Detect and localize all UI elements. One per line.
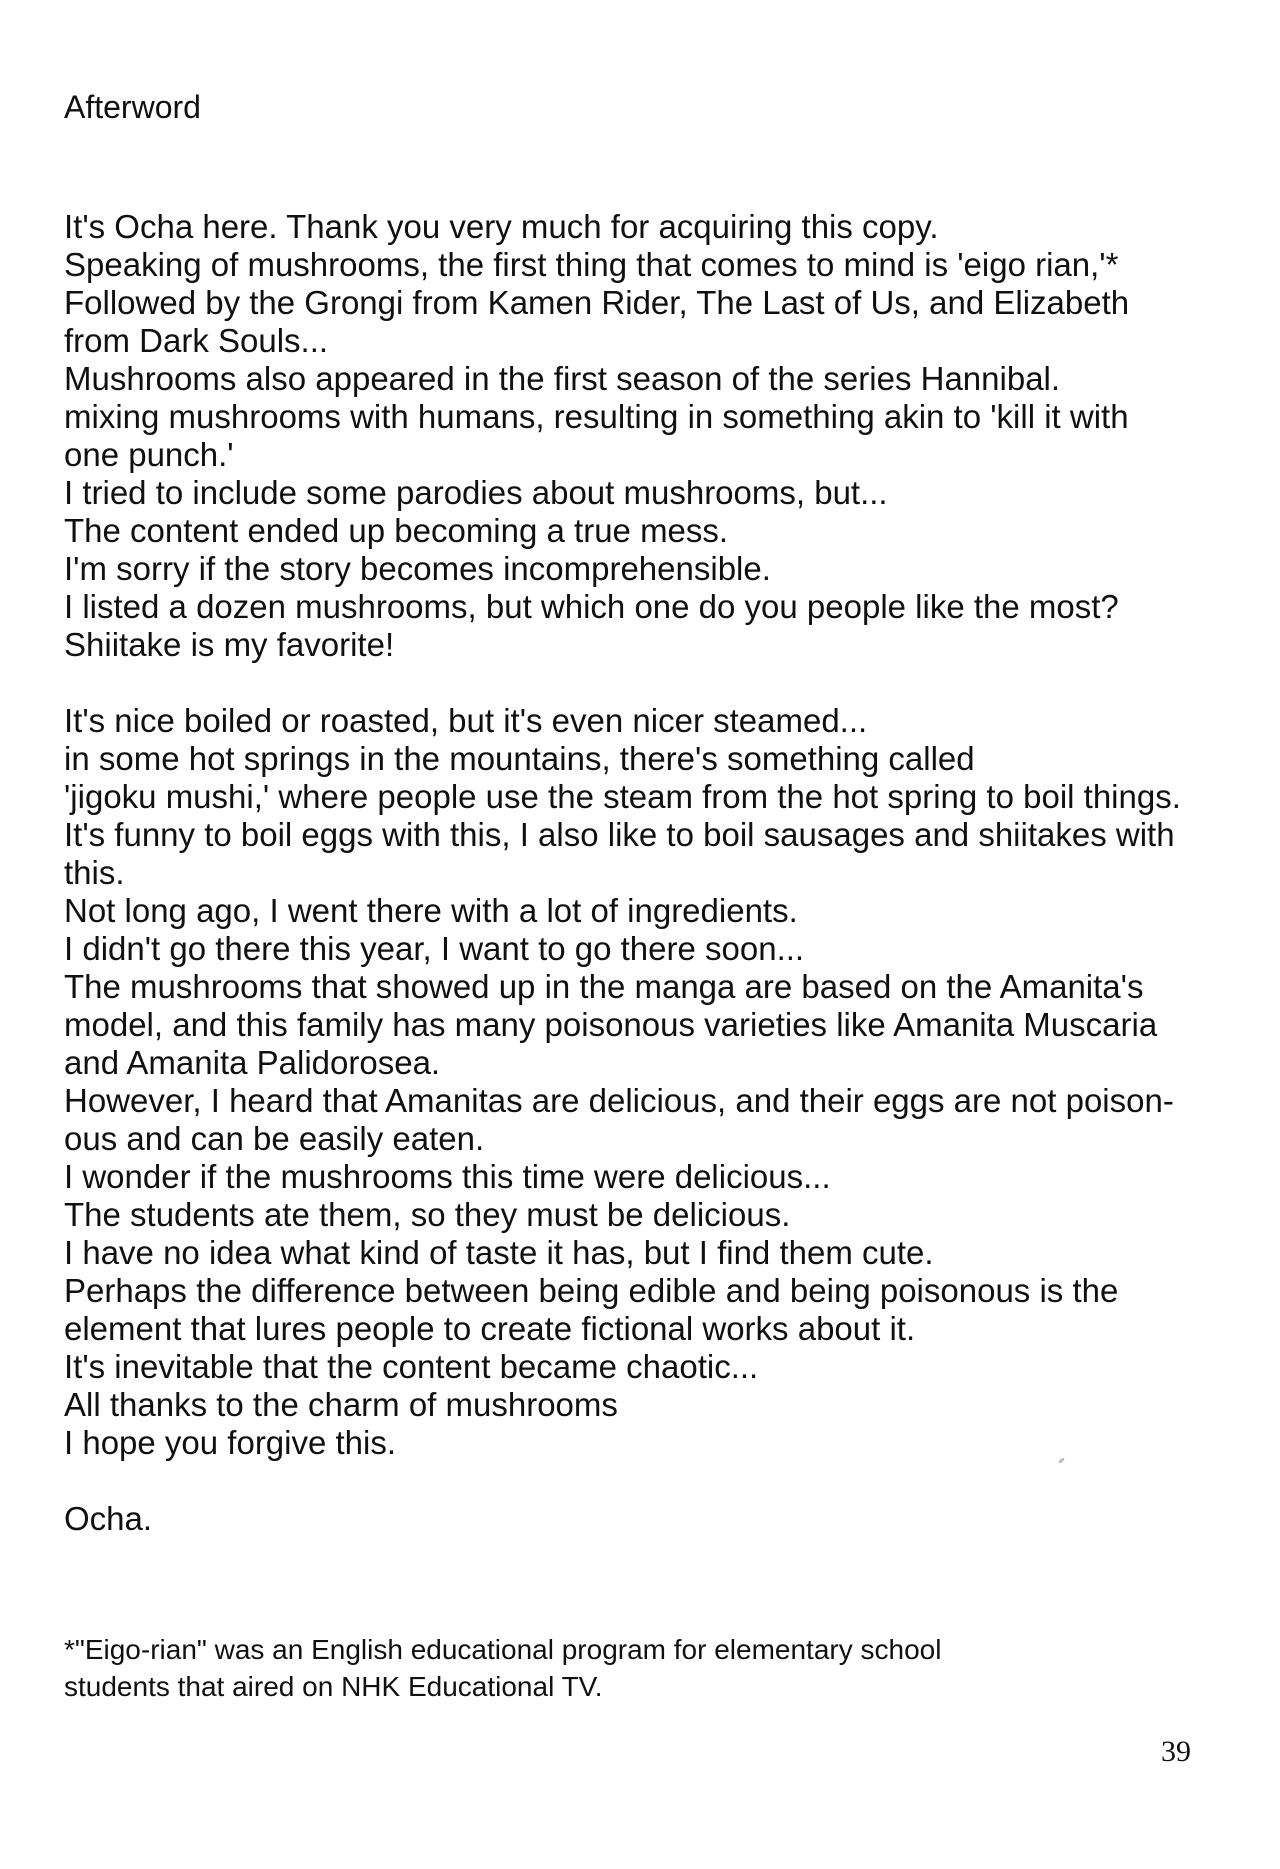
text-line: mixing mushrooms with humans, resulting in something akin to 'kill it with bbox=[64, 398, 1129, 435]
text-line: I didn't go there this year, I want to go there soon... bbox=[64, 930, 805, 967]
text-line: from Dark Souls... bbox=[64, 322, 329, 359]
text-line: I listed a dozen mushrooms, but which one do you people like the most? bbox=[64, 588, 1119, 625]
text-line: ous and can be easily eaten. bbox=[64, 1120, 485, 1157]
text-line: It's funny to boil eggs with this, I also like to boil sausages and shiitakes with bbox=[64, 816, 1175, 853]
text-line: However, I heard that Amanitas are delicious, and their eggs are not poison- bbox=[64, 1082, 1174, 1119]
text-line: model, and this family has many poisonous varieties like Amanita Muscaria bbox=[64, 1006, 1158, 1043]
text-line: one punch.' bbox=[64, 436, 234, 473]
text-line: I wonder if the mushrooms this time were delicious... bbox=[64, 1158, 831, 1195]
text-line: Followed by the Grongi from Kamen Rider, The Last of Us, and Elizabeth bbox=[64, 284, 1130, 321]
text-line: Perhaps the difference between being edible and being poisonous is the bbox=[64, 1272, 1119, 1309]
text-line: and Amanita Palidorosea. bbox=[64, 1044, 441, 1081]
text-line: I hope you forgive this. bbox=[64, 1424, 397, 1461]
text-line: Speaking of mushrooms, the first thing that comes to mind is 'eigo rian,'* bbox=[64, 246, 1119, 283]
text-line: I have no idea what kind of taste it has, but I find them cute. bbox=[64, 1234, 934, 1271]
text-line: The mushrooms that showed up in the manga are based on the Amanita's bbox=[64, 968, 1144, 1005]
text-line: Shiitake is my favorite! bbox=[64, 626, 395, 663]
text-line: I tried to include some parodies about mushrooms, but... bbox=[64, 474, 888, 511]
text-line: Mushrooms also appeared in the first season of the series Hannibal. bbox=[64, 360, 1061, 397]
text-line: *"Eigo-rian" was an English educational program for elementary school bbox=[64, 1634, 942, 1665]
text-line: The content ended up becoming a true mess. bbox=[64, 512, 729, 549]
text-line: this. bbox=[64, 854, 125, 891]
text-line: element that lures people to create fictional works about it. bbox=[64, 1310, 916, 1347]
afterword-paragraph-1 bbox=[64, 208, 1224, 664]
page-number: 39 bbox=[1161, 1735, 1191, 1768]
afterword-paragraph-2 bbox=[64, 702, 1224, 1462]
text-line: students that aired on NHK Educational TV. bbox=[64, 1671, 603, 1702]
text-line: Not long ago, I went there with a lot of ingredients. bbox=[64, 892, 798, 929]
text-line: It's Ocha here. Thank you very much for acquiring this copy. bbox=[64, 208, 939, 245]
text-line: 'jigoku mushi,' where people use the steam from the hot spring to boil things. bbox=[64, 778, 1181, 815]
page-title: Afterword bbox=[64, 89, 201, 125]
text-line: It's nice boiled or roasted, but it's even nicer steamed... bbox=[64, 702, 868, 739]
text-line: The students ate them, so they must be delicious. bbox=[64, 1196, 791, 1233]
text-line: in some hot springs in the mountains, there's something called bbox=[64, 740, 975, 777]
text-line: I'm sorry if the story becomes incomprehensible. bbox=[64, 550, 771, 587]
footnote bbox=[64, 1631, 1224, 1705]
author-signature: Ocha. bbox=[64, 1500, 153, 1537]
text-line: All thanks to the charm of mushrooms bbox=[64, 1386, 618, 1423]
text-line: It's inevitable that the content became chaotic... bbox=[64, 1348, 759, 1385]
